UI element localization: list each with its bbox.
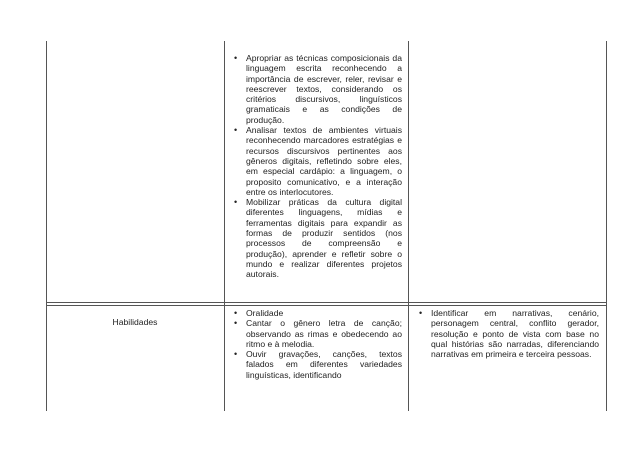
row1-middle-list	[230, 53, 402, 280]
row2-right-cell	[415, 308, 599, 359]
table-border-right	[606, 41, 607, 411]
row2-middle-cell	[230, 308, 402, 380]
competencias-table	[46, 41, 607, 411]
row2-right-list	[415, 308, 599, 359]
list-item: • Identificar em narrativas, cenário, personagem central, conflito gerador, resolução e ponto de vista com base no qual histórias são narradas, diferenciando narrativas em primeira e terceira pessoas.	[431, 308, 599, 359]
row-separator-double	[46, 305, 607, 306]
list-item: • Ouvir gravações, canções, textos falados em diferentes variedades linguísticas, identificando	[246, 349, 402, 380]
list-item: • Analisar textos de ambientes virtuais reconhecendo marcadores estratégias e recursos discursivos pertinentes aos gêneros digitais, refletindo sobre eles, em especial cardápio: a linguagem, o proposito comunicativo, e a interação entre os interlocutores.	[246, 125, 402, 197]
list-item: • Cantar o gênero letra de canção; observando as rimas e obedecendo ao ritmo e à melodia.	[246, 318, 402, 349]
row2-label: Habilidades	[112, 317, 158, 327]
row1-middle-cell	[230, 53, 402, 280]
list-item: • Oralidade	[246, 308, 402, 318]
row-separator	[46, 302, 607, 303]
list-item: • Apropriar as técnicas composicionais da linguagem escrita reconhecendo a importância de escrever, reler, revisar e reescrever textos, considerando os critérios discursivos, linguísticos gramaticais e as condições de produção.	[246, 53, 402, 125]
table-border-left	[46, 41, 47, 411]
list-item: • Mobilizar práticas da cultura digital diferentes linguagens, mídias e ferramentas digitais para expandir as formas de produzir sentidos (nos processos de compreensão e produção), aprender e refletir sobre o mundo e realizar diferentes projetos autorais.	[246, 197, 402, 279]
table-divider-1	[224, 41, 225, 411]
table-divider-2	[408, 41, 409, 411]
row2-middle-list	[230, 308, 402, 380]
